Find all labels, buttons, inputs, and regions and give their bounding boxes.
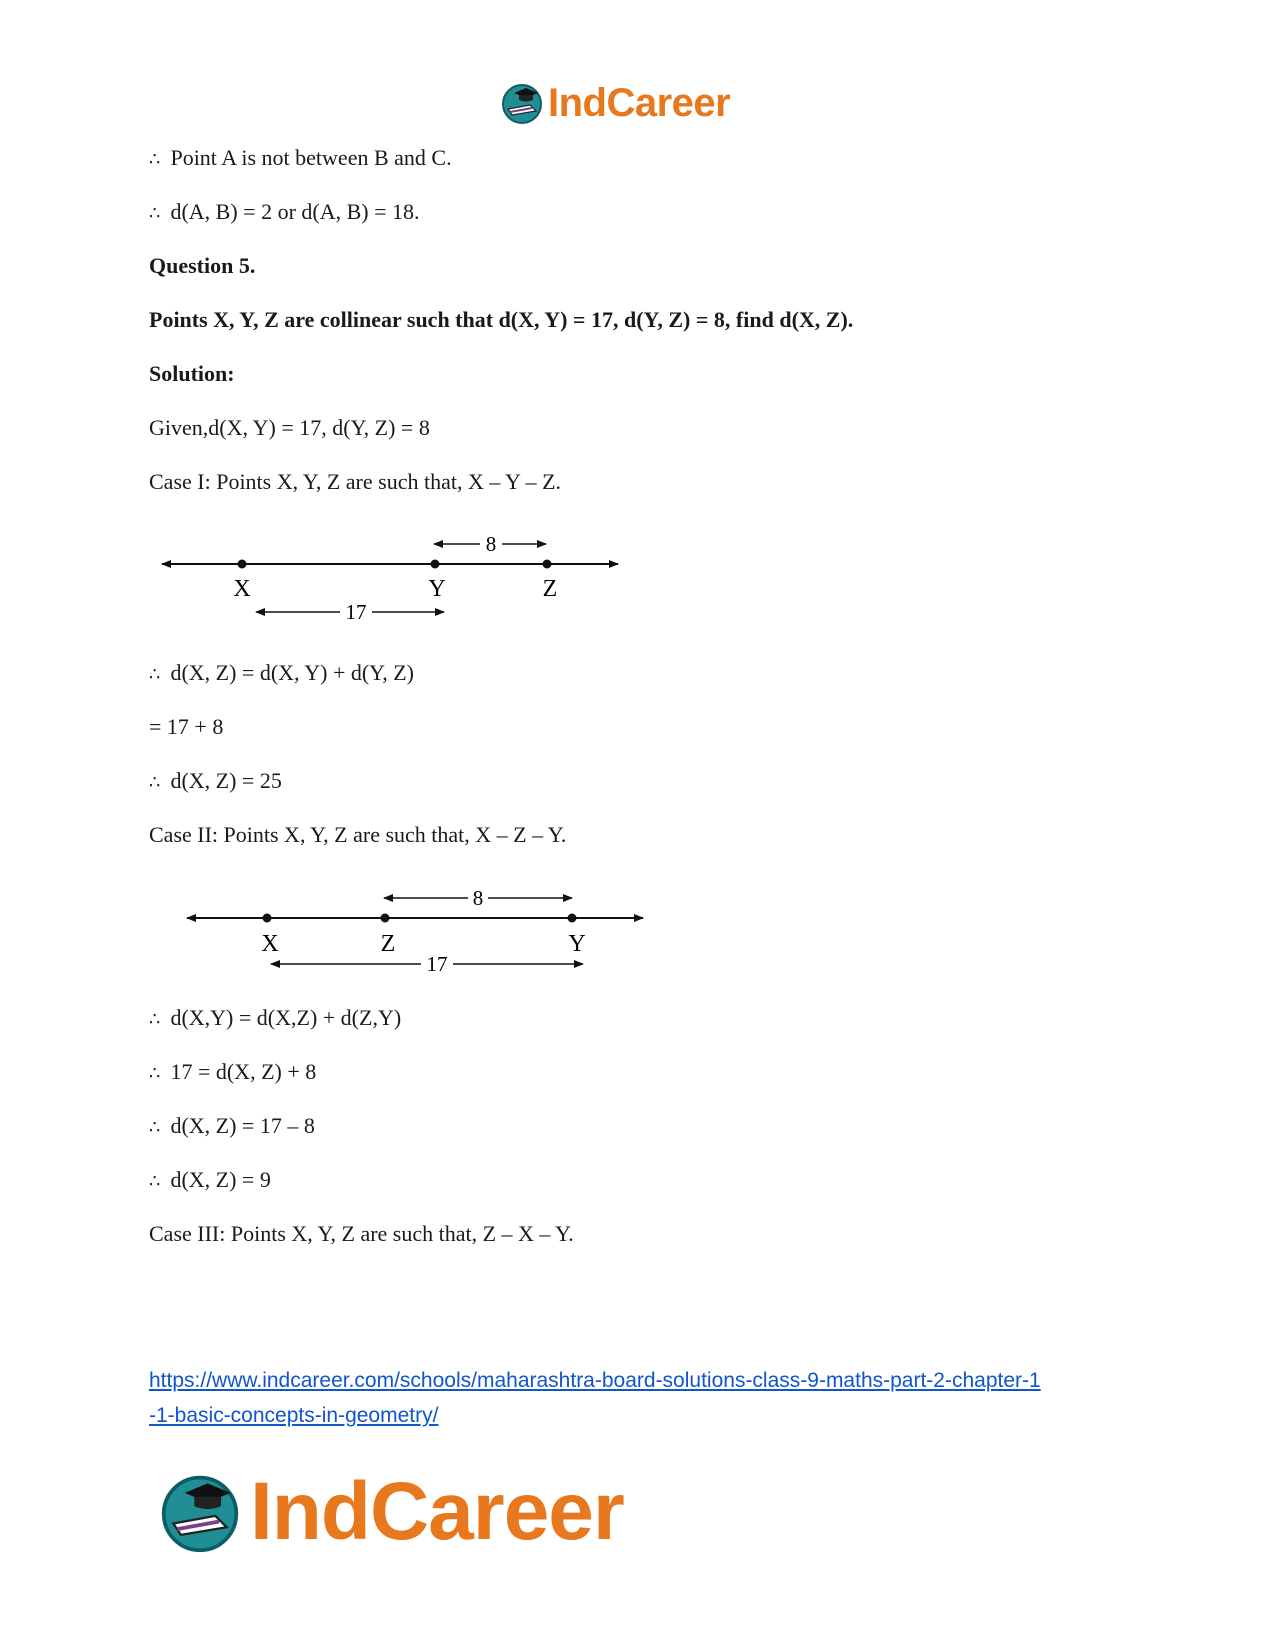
therefore-symbol: ∴ (149, 772, 161, 793)
point-label-x: X (261, 931, 279, 957)
text: d(X, Z) = 9 (170, 1167, 271, 1192)
footer-logo (158, 1462, 624, 1562)
point-x (263, 914, 272, 923)
globe-book-icon (158, 1470, 242, 1554)
distance-label-8: 8 (485, 532, 497, 556)
conclusion-line-1 (149, 144, 452, 174)
therefore-symbol: ∴ (149, 149, 161, 170)
point-z (543, 560, 552, 569)
therefore-symbol: ∴ (149, 203, 161, 224)
text: d(X, Z) = 17 – 8 (170, 1113, 315, 1138)
point-label-z: Z (380, 931, 396, 957)
case-3-heading: Case III: Points X, Y, Z are such that, Z – X – Y. (149, 1221, 574, 1246)
text: d(X, Z) = d(X, Y) + d(Y, Z) (170, 660, 414, 685)
case-2-line-1 (149, 1004, 401, 1034)
text: d(X, Z) = 25 (170, 768, 282, 793)
case-2-line-4 (149, 1166, 271, 1196)
logo-wordmark: IndCareer (250, 1466, 624, 1557)
point-label-z: Z (542, 576, 558, 602)
text: d(A, B) = 2 or d(A, B) = 18. (170, 199, 420, 224)
case-1-line-3 (149, 767, 282, 797)
point-x (238, 560, 247, 569)
point-z (381, 914, 390, 923)
diagram-case-2 (185, 884, 655, 984)
text: 17 = d(X, Z) + 8 (170, 1059, 317, 1084)
case-2-line-2 (149, 1058, 316, 1088)
logo-wordmark: IndCareer (548, 80, 731, 125)
therefore-symbol: ∴ (149, 1171, 161, 1192)
source-link-line-1[interactable]: https://www.indcareer.com/schools/maharashtra-board-solutions-class-9-maths-part-2-chapter-1 (149, 1369, 1041, 1392)
case-2-line-3 (149, 1112, 315, 1142)
point-y (568, 914, 577, 923)
case-2-heading: Case II: Points X, Y, Z are such that, X – Z – Y. (149, 822, 567, 847)
therefore-symbol: ∴ (149, 664, 161, 685)
text: d(X,Y) = d(X,Z) + d(Z,Y) (170, 1005, 402, 1030)
therefore-symbol: ∴ (149, 1063, 161, 1084)
distance-label-17: 17 (426, 952, 448, 976)
text: Point A is not between B and C. (170, 145, 452, 170)
case-1-line-1 (149, 659, 414, 689)
point-label-x: X (233, 576, 251, 602)
distance-label-17: 17 (345, 600, 367, 624)
question-title: Question 5. (149, 253, 256, 278)
distance-label-8: 8 (472, 886, 484, 910)
point-label-y: Y (568, 931, 586, 957)
header-logo (500, 78, 730, 128)
therefore-symbol: ∴ (149, 1009, 161, 1030)
case-1-heading: Case I: Points X, Y, Z are such that, X – Y – Z. (149, 469, 562, 494)
case-1-line-2: = 17 + 8 (149, 714, 224, 739)
diagram-case-1 (160, 528, 630, 628)
point-y (431, 560, 440, 569)
therefore-symbol: ∴ (149, 1117, 161, 1138)
question-text: Points X, Y, Z are collinear such that d(X, Y) = 17, d(Y, Z) = 8, find d(X, Z). (149, 307, 854, 332)
source-link-line-2[interactable]: -1-basic-concepts-in-geometry/ (149, 1404, 439, 1427)
globe-book-icon (500, 81, 544, 125)
conclusion-line-2 (149, 198, 420, 228)
given-line: Given,d(X, Y) = 17, d(Y, Z) = 8 (149, 415, 430, 440)
solution-label: Solution: (149, 361, 235, 386)
point-label-y: Y (428, 576, 446, 602)
